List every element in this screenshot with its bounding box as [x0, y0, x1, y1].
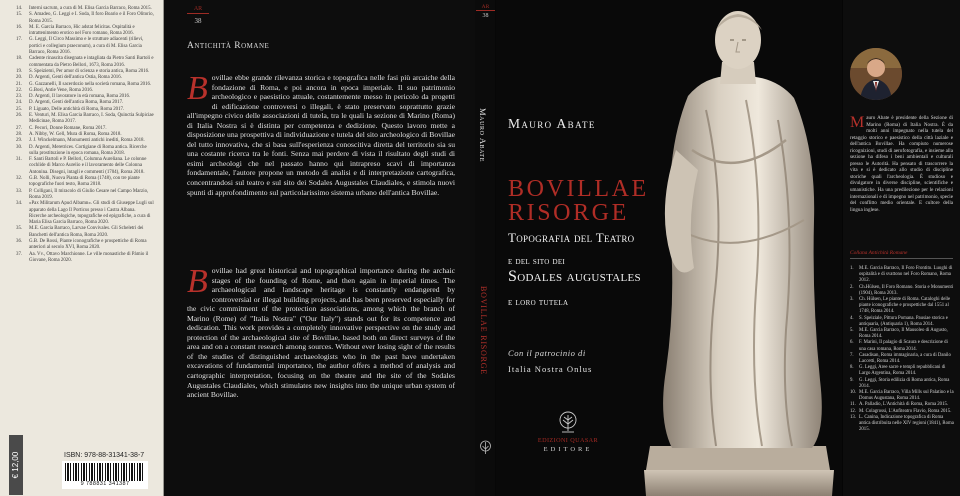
- subtitle-line-2: e del sito dei: [508, 256, 566, 267]
- list-item-text: G.B. De Rossi, Piante iconografiche e prospettiche di Roma anteriori al secolo XVI, Roma 2020.: [29, 238, 147, 251]
- list-item-text: «Pax Militarum Apud Albamn». Gli studi di Giuseppe Lugli sul apparato della Lago Il Porticus presso i Castra Albana. Ricerche archeologiche, topografiche ed epigrafiche, a cura di Maria Elisa Garcia Barraco, Roma 2020.: [29, 201, 154, 226]
- series-number: 38: [194, 17, 202, 25]
- front-flap: [843, 0, 960, 496]
- english-blurb: [187, 263, 455, 400]
- subtitle-line-3: Sodales augustales: [508, 268, 641, 285]
- list-item-text: Casadisan, Roma immaginaria, a cura di Danilo Laccetti, Roma 2014.: [859, 352, 951, 365]
- title-line-2: RISORGE: [508, 200, 629, 226]
- price-tag: € 12,00: [9, 435, 23, 495]
- list-item-number: 30.: [16, 144, 23, 150]
- list-item: [16, 189, 154, 202]
- list-item-text: D. Argenti, Il lavoratore in età romana, Roma 2016.: [29, 94, 131, 100]
- subtitle-line-1: Topografia del Teatro: [508, 230, 635, 245]
- list-item-number: 22.: [16, 87, 23, 93]
- spine-title: BOVILLAE RISORGE: [479, 286, 488, 376]
- list-item-text: M.E. Garcia Barraco, Il Foro Frontito. Luoghi di ospitalità e di svattono nel Foro Romano, Roma 2012.: [859, 266, 953, 284]
- title-line-1: BOVILLAE: [508, 176, 649, 202]
- author-portrait: [850, 48, 902, 100]
- list-item-text: C. Pecori, Donne Romane, Roma 2017.: [29, 125, 107, 131]
- list-item-number: 26.: [16, 113, 23, 119]
- list-item-text: F. Marini, Il palagio di Scaura e descrizione di una casa romana, Roma 2014.: [859, 340, 948, 352]
- statue-image: [636, 0, 843, 496]
- list-item-number: 32.: [16, 176, 23, 182]
- bio-dropcap: M: [850, 114, 865, 131]
- subtitle-line-4: e loro tutela: [508, 298, 569, 308]
- list-item: [16, 25, 154, 38]
- list-item-number: 10.: [850, 390, 856, 396]
- patronage-label: Con il patrocinio di: [508, 348, 586, 358]
- list-item-text: E. Venturi, M. Elisa Garcia Barraco, I. Soda, Quinctia Sulpiciae Medicinae, Roma 2017.: [29, 113, 154, 125]
- list-item-text: D. Argenti, Genti dell'antica Ostia, Roma 2016.: [29, 75, 122, 81]
- list-item: [850, 266, 955, 285]
- list-item: [16, 113, 154, 126]
- list-item: [16, 145, 154, 158]
- list-item: [850, 340, 955, 352]
- list-item-text: A. Nibby, W. Gell, Mura di Roma, Roma 2018.: [29, 131, 122, 137]
- list-item-number: 20.: [16, 75, 23, 81]
- list-item-text: J. J. Winckelmann, Monumenti antichi inediti, Roma 2018.: [29, 138, 145, 144]
- spine-author: Mauro Abate: [478, 108, 488, 162]
- list-item-number: 1.: [850, 266, 854, 271]
- list-item-text: G. Gazzanelli, Il sacerdozio nella società romana, Roma 2016.: [29, 81, 152, 87]
- list-item-text: L. Canina, Indicazione topografica di Roma antica distribuita nelle XIV regioni (1841), Roma 2015.: [859, 414, 954, 433]
- list-item-text: M. Colagrossi, L'Anfiteatro Flavio, Roma 2015.: [859, 408, 952, 414]
- list-item-number: 29.: [16, 138, 23, 144]
- list-item-text: P. Colligani, Il miracolo di Giulio Cesare nel Campo Marzio, Roma 2019.: [29, 188, 149, 200]
- list-item-text: M.E. Garcia Barraco, Larvae Convivales. Gli Scheletri dei Banchetti dell'antica Roma, Roma 2020.: [29, 226, 144, 238]
- list-item-text: G. Leggi, Storia edilizia di Roma antica, Roma 2014.: [859, 377, 950, 389]
- list-item-text: D. Argenti, Genti dell'antica Roma, Roma 2017.: [29, 100, 124, 106]
- list-item-text: G. Leggi, Il Circo Massimo e le strutture adiacenti (rilievi, portici e collegium praeconum), a cura di M. Elisa Garcia Barraco, Roma 2016.: [29, 37, 144, 56]
- list-item-number: 36.: [16, 238, 23, 244]
- list-item: [850, 285, 955, 297]
- collection-heading: Collana Antichità Romane: [850, 250, 953, 259]
- list-item-number: 25.: [16, 106, 23, 112]
- list-item: [850, 353, 955, 365]
- italian-dropcap: B: [187, 70, 208, 107]
- list-item-text: M.E. Garcia Barraco, Il Mausoleo di Augusto, Roma 2014.: [859, 328, 948, 340]
- list-item-number: 6.: [850, 340, 854, 346]
- spine-series-badge-label: AR: [476, 4, 495, 11]
- list-item-number: 3.: [850, 297, 854, 303]
- list-item-text: S. Speiziemi, Per amor di scienza e storia antica, Roma 2016.: [29, 68, 150, 74]
- list-item-number: 8.: [850, 365, 854, 371]
- list-item-number: 12.: [850, 408, 856, 414]
- publisher-tree-icon: [557, 411, 579, 435]
- list-item: [16, 56, 154, 69]
- patronage-organization: Italia Nostra Onlus: [508, 364, 593, 374]
- series-badge-label: AR: [187, 6, 209, 14]
- list-item-number: 11.: [850, 402, 856, 408]
- list-item: [850, 415, 955, 434]
- english-text: ovillae had great historical and topographical importance during the archaic stages of the founding of Rome, and then again in imperial times. The archaeological and landscape heritage is constantly endangered by controversial or illegal building projects, and has been preserved especially for the civic commitment of the protection associations, among which the branch of Marino (Rome) of "Italia Nostra" ("Our Italy") stands out for its competence and dedication. This work provides a completely innovative perspective on the study and protection of the archaeological site of Bovillae, based both on direct surveys of the area and on a constant research among sources. Without ever losing sight of the results of the studies of distinguished archaeologists who in the past have undertaken excavations of fundamental importance, the author offers a method of analysis and cartographic interpretation, focusing on the theatre and the site of the Sodales Augustales Claudiales, which stimulates new insights into the unique urban system of ancient Bovillae.: [187, 266, 455, 400]
- bio-text: auro Abate è presidente della Sezione di Marino (Roma) di Italia Nostra. È da molti anni impegnato nella tutela del retaggio storico e paesistico della città laziale e dell'antica Bovillae. Ha compiuto numerose ricognizioni, studi di aerofotografia, e insieme alla sezione ha difeso i beni ambientali e culturali presso le Autorità. Ha pensato di trascorrere la vita e si è dedicato allo studio di discipline storiche quali l'archeologia. È studioso e divulgatore in diverse discipline, scientifiche e umanistiche. Ha una predilezione per le relazioni internazionali e di impegno nel patrimonio, specie del conflitto medio orientale. E cultore della lingua inglese.: [850, 115, 953, 213]
- front-cover: [496, 0, 843, 496]
- collection-list: [850, 266, 955, 433]
- list-item-number: 2.: [850, 284, 854, 290]
- isbn-label: ISBN: 978-88-31341-38-7: [64, 452, 145, 459]
- spine-publisher-logo-icon: [479, 440, 492, 456]
- author-bio: [850, 115, 953, 213]
- list-item-number: 18.: [16, 56, 23, 62]
- list-item: [16, 252, 154, 265]
- list-item-number: 23.: [16, 94, 23, 100]
- list-item-number: 24.: [16, 100, 23, 106]
- english-dropcap: B: [187, 263, 208, 300]
- list-item: [850, 297, 955, 316]
- list-item: [850, 328, 955, 340]
- list-item-number: 15.: [16, 12, 23, 18]
- list-item-number: 31.: [16, 157, 23, 163]
- back-cover: [164, 0, 475, 496]
- list-item-number: 19.: [16, 68, 23, 74]
- list-item-text: D. Argenti, Meretrices. Cortigiane di Roma antica. Ricerche sulla prostituzione in epoca romana, Roma 2018.: [29, 144, 147, 156]
- list-item-number: 37.: [16, 251, 23, 257]
- publisher-logo: [532, 411, 604, 453]
- list-item-text: Interni sacrum, a cura di M. Elisa Garcia Barraco, Roma 2015.: [29, 6, 152, 11]
- list-item-number: 9.: [850, 377, 854, 383]
- italian-text: ovillae ebbe grande rilevanza storica e topografica nelle fasi più arcaiche della fondazione di Roma, e poi ancora in epoca imperiale. Il suo patrimonio archeologico e paesistico attuale, costantemente messo in pericolo da progetti di edificazione controversi o illegali, è stato preservato soprattutto grazie all'impegno civico delle associazioni di tutela, tra le quali la sezione di Marino (Roma) di Italia Nostra si è distinta per competenza e dedizione. Questo lavoro mette a disposizione una prospettiva di individuazione e tutela del sito archeologico di Bovillae del tutto innovativa, che si basa sull'esperienza conoscitiva diretta del territorio sia su una costante ricerca tra le fonti. Senza mai perdere di vista il risultato degli studi di esimi archeologi che nel passato hanno qui intrapreso scavi di importanza fondamentale, l'autore propone un metodo di analisi e di interpretazione cartografica, concentrandosi sul teatro e sul sito dei Sodales Augustales Claudiales, e stimola nuovi spunti di approfondimento sul particolarissimo sistema urbano dell'antica Bovillae.: [187, 73, 455, 197]
- list-item-number: 28.: [16, 131, 23, 137]
- back-flap-list: [16, 6, 154, 264]
- list-item-text: Cadente rinascita disegnata e intagliata da Pietro Santi Bartoli e commentata da Pietro Bellori, 1673, Roma 2016.: [29, 56, 154, 68]
- list-item: [16, 201, 154, 226]
- list-item-number: 33.: [16, 188, 23, 194]
- list-item-text: M. E. Garcia Barraco, Hic adstat felicitas. Ospitalità e intrattenimento erotico nel Foro romano, Roma 2016.: [29, 24, 135, 37]
- list-item-text: G. Leggi, Aree sacre e templi repubblicani di Largo Argentina, Roma 2014.: [859, 365, 946, 377]
- series-badge: [187, 0, 209, 38]
- list-item-text: Ch.Hülsen, Il Foro Romano. Storia e Monumenti (1904), Roma 2013.: [859, 284, 954, 296]
- list-item-text: G.B. Nolli, Nuova Pianta di Roma (1748), con tre piante topografiche fuori testo, Roma 2018.: [29, 176, 140, 188]
- italian-blurb: [187, 70, 455, 197]
- list-item-text: P. Liguato, Delle antichità di Roma, Roma 2017.: [29, 106, 125, 112]
- list-item: [16, 12, 154, 25]
- list-item-text: S. Speiziale, Pittura Pomana. Pausiae storica e antiquaria, (Antiquaria 1), Roma 2014.: [859, 315, 948, 327]
- back-flap: [0, 0, 164, 496]
- list-item-number: 13.: [850, 414, 856, 420]
- list-item-number: 16.: [16, 24, 23, 30]
- publisher-name: EDIZIONI QUASAR: [537, 437, 599, 444]
- list-item-text: G.Bosi, Antie Vene, Roma 2016.: [29, 87, 94, 93]
- list-item: [16, 239, 154, 252]
- author-name: Mauro Abate: [508, 116, 596, 131]
- list-item: [16, 176, 154, 189]
- list-item: [850, 365, 955, 377]
- series-name: Antichità Romane: [187, 41, 270, 51]
- barcode: [62, 461, 148, 489]
- list-item-text: Ch. Hülsen, Le piante di Roma. Cataloghi delle piante iconografiche e prospettiche dal 1551 al 1748, Roma 2014.: [859, 297, 951, 315]
- list-item: [850, 316, 955, 328]
- list-item: [16, 226, 154, 239]
- list-item-number: 17.: [16, 37, 23, 43]
- list-item-text: F. Santi Bartoli e P. Bellori, Columna Aureliana. Le colonne cochlide di Marco Aurelio e il lavoramento delle Colonna Antonina. Disegni, intagli e commenti (1704), Roma 2018.: [29, 157, 147, 175]
- list-item-text: S. Amadeo, G. Leggi e I. Soda, Il foro Boario e il Foro Olitorio, Roma 2015.: [29, 12, 154, 24]
- barcode-digits: 9 788831 341387: [80, 481, 130, 487]
- list-item-number: 21.: [16, 81, 23, 87]
- list-item-number: 7.: [850, 352, 854, 358]
- barcode-bars: [65, 463, 145, 481]
- spine: [475, 0, 496, 496]
- list-item-number: 35.: [16, 226, 23, 232]
- list-item-text: M.E. Garcia Barraco, Villa Mills sul Palatino e la Domus Augustana, Roma 2014.: [859, 390, 954, 402]
- spine-series-badge: [476, 4, 495, 19]
- list-item: [16, 37, 154, 56]
- spine-series-number: 38: [482, 13, 489, 19]
- list-item: [850, 390, 955, 402]
- list-item-text: A. Palladio, L'Antichità di Roma, Roma 2015.: [859, 402, 949, 408]
- list-item: [850, 378, 955, 390]
- list-item-number: 14.: [16, 6, 23, 11]
- list-item-number: 4.: [850, 315, 854, 321]
- list-item-number: 5.: [850, 328, 854, 334]
- list-item-number: 34.: [16, 201, 23, 207]
- publisher-suffix: EDITORE: [543, 446, 593, 453]
- list-item-text: Aa. Vv., Ottavo Marchionne. Le ville monastiche di Pàmio il Giovane, Roma 2020.: [29, 251, 149, 263]
- list-item-number: 27.: [16, 125, 23, 131]
- list-item: [16, 157, 154, 176]
